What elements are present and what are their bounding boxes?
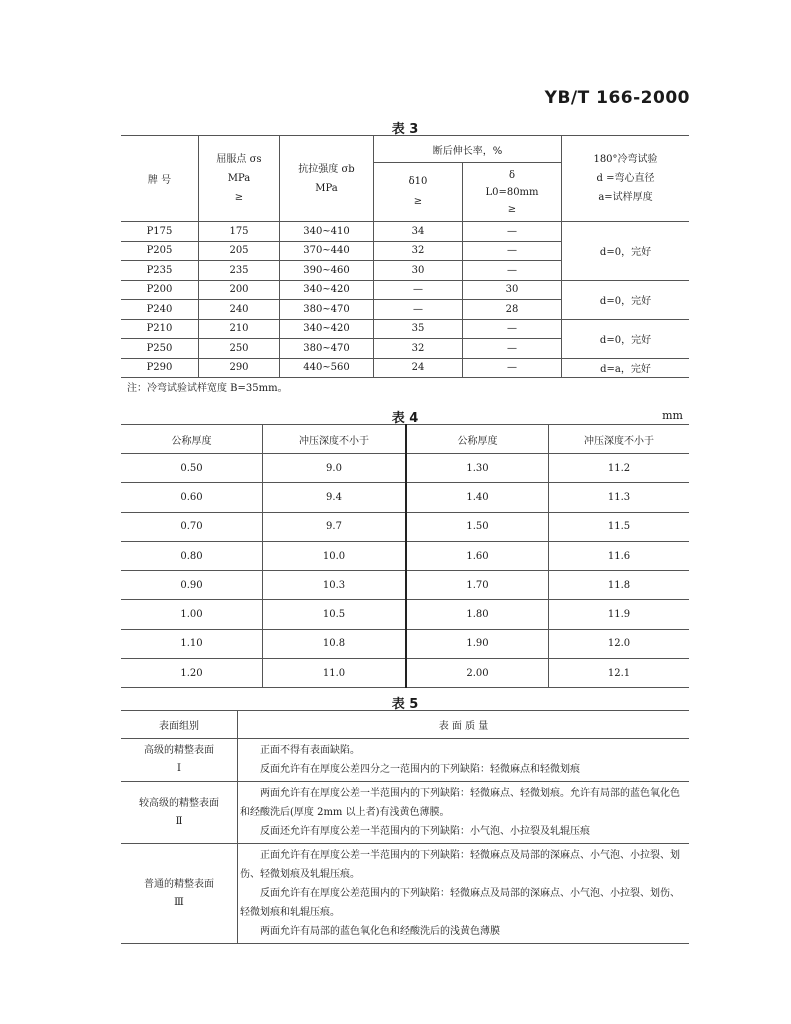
table-cell: P250 — [121, 339, 199, 359]
table-header-cell: 表 面 质 量 — [238, 711, 690, 739]
table5 — [121, 710, 689, 944]
table-cell: P175 — [121, 222, 199, 242]
table5-caption: 表 5 — [391, 697, 419, 712]
table-cell: P210 — [121, 319, 199, 339]
table-header-cell: 公称厚度 — [406, 425, 549, 454]
table-cell: d=0，完好 — [562, 222, 690, 281]
surface-quality-2: 两面允许有在厚度公差一半范围内的下列缺陷：轻微麻点、轻微划痕。允许有局部的蓝色氧化色和经酸洗后(厚度 2mm 以上者)有浅黄色薄膜。 反面还允许有厚度公差一半范围内的下列缺陷：小气泡、小拉裂及轧辊压痕 — [238, 782, 690, 844]
table-header-cell: 公称厚度 — [121, 425, 263, 454]
table-cell: 205 — [199, 241, 280, 261]
table-cell: 0.50 — [121, 454, 263, 483]
table-cell: 34 — [374, 222, 463, 242]
surface-quality-3: 正面允许有在厚度公差一半范围内的下列缺陷：轻微麻点及局部的深麻点、小气泡、小拉裂、划伤、轻微划痕及轧辊压痕。 反面允许有在厚度公差范围内的下列缺陷：轻微麻点及局部的深麻点、小气泡、小拉裂、划伤、轻微划痕和轧辊压痕。 两面允许有局部的蓝色氧化色和经酸洗后的浅黄色薄膜 — [238, 844, 690, 944]
table-cell: P200 — [121, 280, 199, 300]
table-cell: 11.3 — [549, 483, 690, 512]
table-cell: 10.8 — [263, 629, 407, 658]
table-cell: 9.7 — [263, 512, 407, 541]
table-cell: d=a，完好 — [562, 358, 690, 378]
table-cell: — — [463, 339, 562, 359]
table4 — [121, 424, 689, 688]
table-cell: — — [463, 222, 562, 242]
table-cell: 11.2 — [549, 454, 690, 483]
table-header-cell: 冲压深度不小于 — [263, 425, 407, 454]
table-cell: d=0，完好 — [562, 319, 690, 358]
table-cell: P290 — [121, 358, 199, 378]
table-cell: — — [374, 300, 463, 320]
table-cell: — — [463, 261, 562, 281]
table-header-cell: 表面组别 — [121, 711, 238, 739]
table-cell: 0.80 — [121, 541, 263, 570]
table-cell: 290 — [199, 358, 280, 378]
table-cell: 1.90 — [406, 629, 549, 658]
table-cell: 175 — [199, 222, 280, 242]
col-elongation-group-header: 断后伸长率，% — [374, 136, 562, 163]
table-cell: 35 — [374, 319, 463, 339]
col-bend-header: 180°冷弯试验 d =弯心直径 a=试样厚度 — [562, 136, 690, 222]
table-cell: 390~460 — [280, 261, 374, 281]
table-cell: 24 — [374, 358, 463, 378]
table-cell: — — [463, 241, 562, 261]
table-cell: 250 — [199, 339, 280, 359]
table-cell: P240 — [121, 300, 199, 320]
table-cell: 1.60 — [406, 541, 549, 570]
table-cell: 200 — [199, 280, 280, 300]
table-cell: 12.1 — [549, 659, 690, 688]
table3 — [121, 135, 689, 378]
table-cell: 11.6 — [549, 541, 690, 570]
table-cell: P205 — [121, 241, 199, 261]
table-cell: 1.30 — [406, 454, 549, 483]
table-cell: 30 — [463, 280, 562, 300]
table-cell: 0.70 — [121, 512, 263, 541]
table-cell: 9.0 — [263, 454, 407, 483]
table-cell: 380~470 — [280, 300, 374, 320]
table3-note: 注：冷弯试验试样宽度 B=35mm。 — [127, 383, 288, 394]
table-cell: 0.90 — [121, 571, 263, 600]
table-cell: 1.00 — [121, 600, 263, 629]
table-cell: 340~420 — [280, 280, 374, 300]
table-cell: 11.5 — [549, 512, 690, 541]
col-d10-header: δ10 ≥ — [374, 163, 463, 222]
table3-caption: 表 3 — [391, 122, 419, 137]
surface-group-1: 高级的精整表面 Ⅰ — [121, 739, 238, 782]
table-cell: 1.10 — [121, 629, 263, 658]
surface-group-2: 较高级的精整表面 Ⅱ — [121, 782, 238, 844]
surface-group-3: 普通的精整表面 Ⅲ — [121, 844, 238, 944]
table-cell: 0.60 — [121, 483, 263, 512]
col-d80-header: δ L0=80mm ≥ — [463, 163, 562, 222]
table-cell: — — [374, 280, 463, 300]
table-cell: 380~470 — [280, 339, 374, 359]
table-cell: 1.20 — [121, 659, 263, 688]
table-cell: 1.70 — [406, 571, 549, 600]
table-cell: 2.00 — [406, 659, 549, 688]
table-cell: 9.4 — [263, 483, 407, 512]
table-cell: 12.0 — [549, 629, 690, 658]
table-cell: 11.8 — [549, 571, 690, 600]
table-cell: 1.80 — [406, 600, 549, 629]
table-cell: d=0，完好 — [562, 280, 690, 319]
table4-caption: 表 4 — [391, 411, 419, 426]
table-cell: 30 — [374, 261, 463, 281]
table-cell: 10.5 — [263, 600, 407, 629]
table-header-cell: 冲压深度不小于 — [549, 425, 690, 454]
table-cell: 10.3 — [263, 571, 407, 600]
table-cell: 340~420 — [280, 319, 374, 339]
col-tensile-header: 抗拉强度 σb MPa — [280, 136, 374, 222]
table-cell: 11.0 — [263, 659, 407, 688]
table-cell: 11.9 — [549, 600, 690, 629]
table-cell: 340~410 — [280, 222, 374, 242]
table-cell: 10.0 — [263, 541, 407, 570]
table-cell: 240 — [199, 300, 280, 320]
table-cell: 210 — [199, 319, 280, 339]
standard-code: YB/T 166-2000 — [544, 88, 690, 108]
table-cell: — — [463, 319, 562, 339]
table-cell: P235 — [121, 261, 199, 281]
table-cell: 370~440 — [280, 241, 374, 261]
col-grade-header: 牌 号 — [121, 136, 199, 222]
table-cell: 32 — [374, 241, 463, 261]
table4-unit: mm — [662, 409, 683, 422]
table-cell: 1.50 — [406, 512, 549, 541]
col-yield-header: 屈服点 σs MPa ≥ — [199, 136, 280, 222]
table-cell: 235 — [199, 261, 280, 281]
table-cell: — — [463, 358, 562, 378]
table-cell: 440~560 — [280, 358, 374, 378]
table-cell: 1.40 — [406, 483, 549, 512]
table-cell: 28 — [463, 300, 562, 320]
surface-quality-1: 正面不得有表面缺陷。 反面允许有在厚度公差四分之一范围内的下列缺陷：轻微麻点和轻微划痕 — [238, 739, 690, 782]
table-cell: 32 — [374, 339, 463, 359]
